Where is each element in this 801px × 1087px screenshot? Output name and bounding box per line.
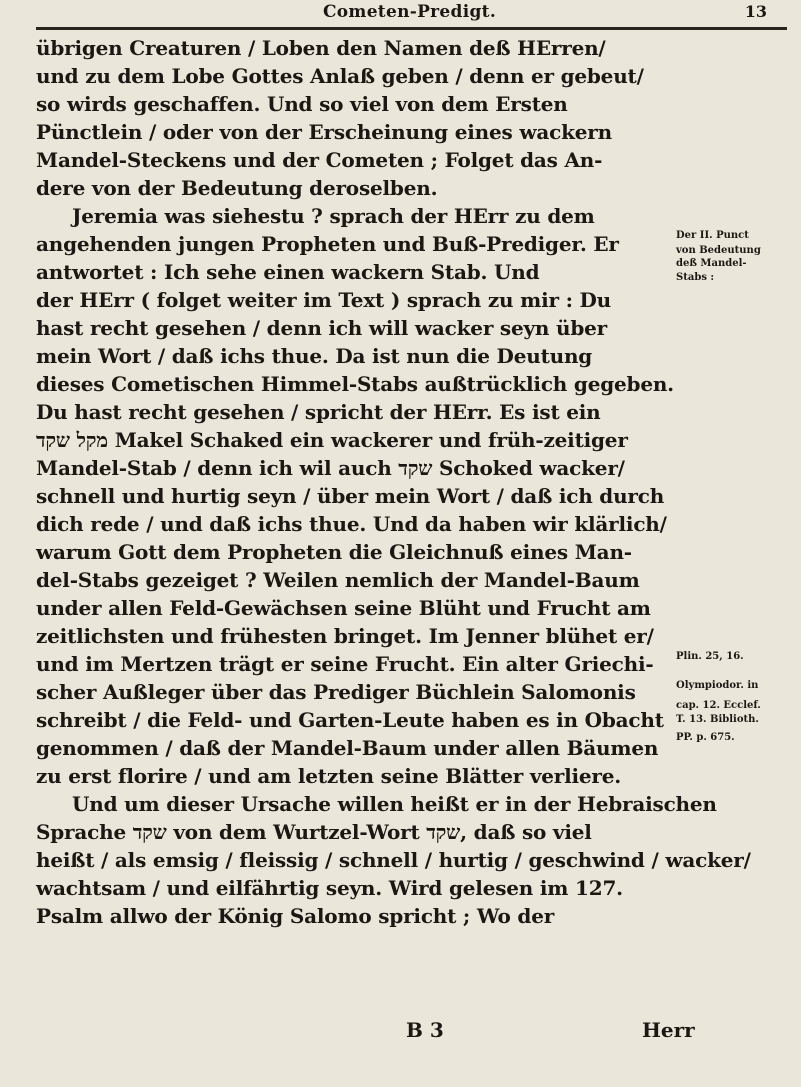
text-line: so wirds geschaffen. Und so viel von dem Ersten bbox=[36, 92, 568, 116]
text-line: Mandel-Stab / denn ich wil auch שקד Schoked wacker/ bbox=[36, 456, 625, 480]
text-line: zu erst florire / und am letzten seine Blätter verliere. bbox=[36, 764, 622, 788]
text-line: Du hast recht gesehen / spricht der HErr. Es ist ein bbox=[36, 400, 601, 424]
margin-note: Olympiodor. in bbox=[676, 680, 759, 691]
margin-note: cap. 12. Ecclef. bbox=[676, 700, 761, 711]
text-line: schnell und hurtig seyn / über mein Wort / daß ich durch bbox=[36, 484, 665, 508]
margin-note: PP. p. 675. bbox=[676, 732, 735, 743]
page-footer bbox=[36, 1016, 736, 1044]
text-line: del-Stabs gezeiget ? Weilen nemlich der Mandel-Baum bbox=[36, 568, 640, 592]
text-line: warum Gott dem Propheten die Gleichnuß eines Man- bbox=[36, 540, 632, 564]
text-line: מקל שקד Makel Schaked ein wackerer und früh-zeitiger bbox=[36, 428, 628, 452]
text-line: wachtsam / und eilfährtig seyn. Wird gelesen im 127. bbox=[36, 876, 623, 900]
text-line: under allen Feld-Gewächsen seine Blüht und Frucht am bbox=[36, 596, 651, 620]
margin-note: Der II. Punct bbox=[676, 230, 749, 241]
text-line: schreibt / die Feld- und Garten-Leute haben es in Obacht bbox=[36, 708, 664, 732]
text-line: genommen / daß der Mandel-Baum under allen Bäumen bbox=[36, 736, 659, 760]
margin-note: Plin. 25, 16. bbox=[676, 651, 744, 662]
margin-note: Stabs : bbox=[676, 272, 715, 283]
margin-note: von Bedeutung bbox=[676, 245, 761, 256]
margin-note: deß Mandel- bbox=[676, 258, 747, 269]
text-line: der HErr ( folget weiter im Text ) sprach zu mir : Du bbox=[36, 288, 612, 312]
text-line: Mandel-Steckens und der Cometen ; Folget das An- bbox=[36, 148, 603, 172]
running-title: Cometen-Predigt. bbox=[322, 2, 497, 22]
text-line: heißt / als emsig / fleissig / schnell / hurtig / geschwind / wacker/ bbox=[36, 848, 751, 872]
text-line: dieses Cometischen Himmel-Stabs außtrücklich gegeben. bbox=[36, 372, 674, 396]
text-line: Pünctlein / oder von der Erscheinung eines wackern bbox=[36, 120, 612, 144]
page-header bbox=[36, 0, 783, 24]
margin-note: T. 13. Biblioth. bbox=[676, 714, 759, 725]
text-line: dich rede / und daß ichs thue. Und da haben wir klärlich/ bbox=[36, 512, 667, 536]
page-number: 13 bbox=[744, 2, 767, 21]
text-line: Sprache שקד von dem Wurtzel-Wort שקד, daß so viel bbox=[36, 820, 592, 844]
text-line: und im Mertzen trägt er seine Frucht. Ein alter Griechi- bbox=[36, 652, 654, 676]
header-rule bbox=[36, 27, 787, 30]
text-line: zeitlichsten und frühesten bringet. Im Jenner blühet er/ bbox=[36, 624, 654, 648]
text-line: dere von der Bedeutung deroselben. bbox=[36, 176, 438, 200]
text-line: hast recht gesehen / denn ich will wacker seyn über bbox=[36, 316, 608, 340]
text-line: Psalm allwo der König Salomo spricht ; Wo der bbox=[36, 904, 555, 928]
text-line: angehenden jungen Propheten und Buß-Prediger. Er bbox=[36, 232, 619, 256]
text-line: scher Außleger über das Prediger Büchlein Salomonis bbox=[36, 680, 636, 704]
text-line: mein Wort / daß ichs thue. Da ist nun die Deutung bbox=[36, 344, 593, 368]
text-line: übrigen Creaturen / Loben den Namen deß HErren/ bbox=[36, 36, 606, 60]
text-line: antwortet : Ich sehe einen wackern Stab. Und bbox=[36, 260, 540, 284]
text-line: und zu dem Lobe Gottes Anlaß geben / denn er gebeut/ bbox=[36, 64, 644, 88]
text-line: Und um dieser Ursache willen heißt er in der Hebraischen bbox=[72, 792, 717, 816]
text-line: Jeremia was siehestu ? sprach der HErr zu dem bbox=[72, 204, 595, 228]
catchword: Herr bbox=[642, 1018, 695, 1042]
signature-mark: B 3 bbox=[406, 1018, 444, 1042]
